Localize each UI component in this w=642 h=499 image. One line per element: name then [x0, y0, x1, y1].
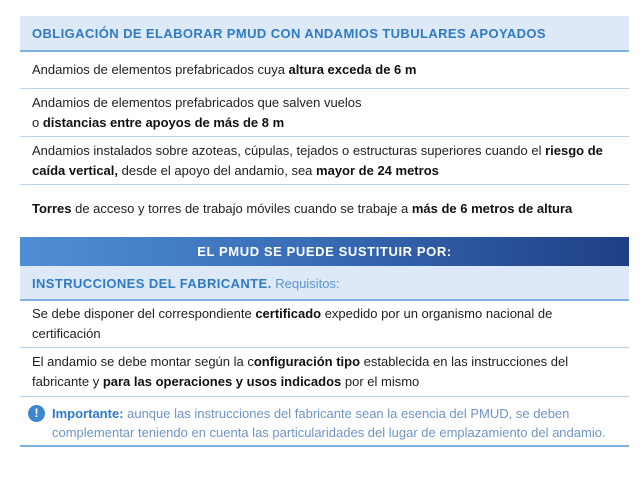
table-row	[20, 348, 629, 397]
row-text-bold: certificado	[255, 306, 322, 321]
row-text-bold: onfiguración tipo	[253, 354, 361, 369]
row-text-line2	[32, 113, 621, 133]
important-note	[20, 397, 629, 447]
row-text-plain: Se debe disponer del correspondiente	[32, 306, 256, 321]
row-text-bold: más de 6 metros de altura	[411, 201, 573, 216]
row-text-bold: para las operaciones y usos indicados	[102, 374, 342, 389]
section-title-sustituir: EL PMUD SE PUEDE SUSTITUIR POR:	[20, 237, 629, 266]
row-text-plain: desde el apoyo del andamio, sea	[118, 162, 317, 178]
subsection-title-strong: INSTRUCCIONES DEL FABRICANTE.	[32, 276, 272, 291]
row-text-plain: Andamios de elementos prefabricados cuya	[32, 62, 289, 77]
section-title-obligacion: OBLIGACIÓN DE ELABORAR PMUD CON ANDAMIOS TUBULARES APOYADOS	[20, 16, 629, 52]
row-text-bold: Torres	[32, 201, 72, 216]
row-text	[32, 199, 621, 219]
table-row	[20, 301, 629, 348]
row-text-line1: Andamios de elementos prefabricados que salven vuelos	[32, 94, 362, 110]
row-text	[32, 60, 621, 80]
row-text	[32, 141, 621, 181]
row-text	[32, 352, 621, 392]
important-note-label: Importante:	[52, 406, 124, 421]
row-text-plain: o	[32, 114, 43, 130]
table-row	[20, 137, 629, 185]
row-text-plain: Andamios instalados sobre azoteas, cúpulas, tejados o estructuras superiores cuando el	[32, 142, 546, 158]
row-text-plain: establecida en las instrucciones del fabricante y	[32, 354, 569, 389]
table-row	[20, 89, 629, 137]
important-note-text	[52, 404, 629, 442]
subsection-title-light: Requisitos:	[271, 276, 340, 291]
row-text	[32, 304, 621, 344]
pmud-table	[20, 16, 629, 447]
row-text-plain: El andamio se debe montar según la c	[32, 354, 254, 369]
row-text-plain: por el mismo	[341, 374, 420, 389]
row-text-plain: expedido por un organismo nacional de certificación	[32, 306, 553, 341]
subsection-title-fabricante	[20, 266, 629, 301]
row-text-bold: altura exceda de 6 m	[288, 62, 417, 77]
important-note-body: aunque las instrucciones del fabricante sean la esencia del PMUD, se deben complementar teniendo en cuenta las particularidades del lugar de emplazamiento del andamio.	[52, 406, 606, 440]
table-row	[20, 185, 629, 233]
row-text-plain: de acceso y torres de trabajo móviles cuando se trabaje a	[71, 201, 412, 216]
table-row	[20, 52, 629, 89]
row-text-bold: mayor de 24 metros	[316, 162, 439, 178]
row-text-bold: riesgo de caída vertical,	[32, 142, 603, 178]
row-text-bold: distancias entre apoyos de más de 8 m	[42, 114, 285, 130]
exclamation-icon: !	[28, 405, 45, 422]
